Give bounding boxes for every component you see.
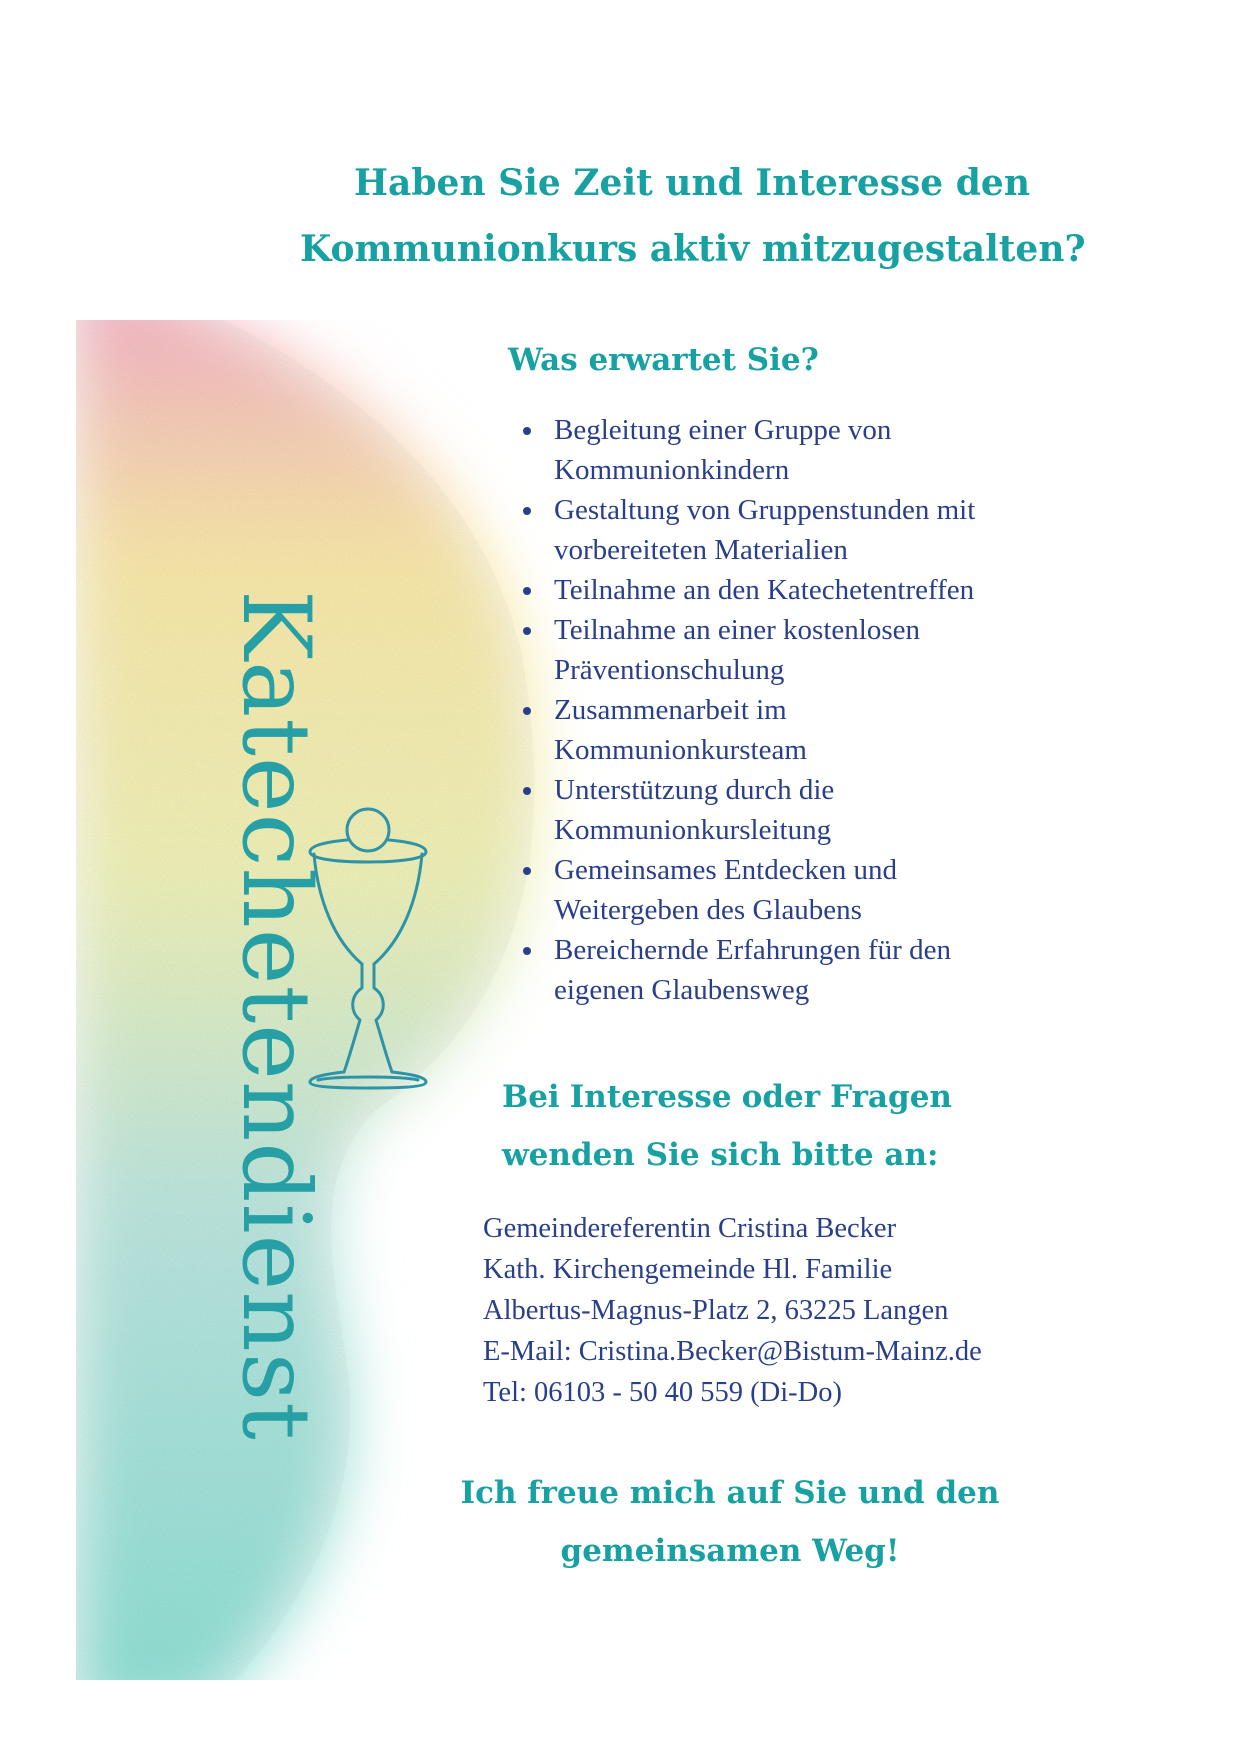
contact-email: E-Mail: Cristina.Becker@Bistum-Mainz.de (483, 1336, 982, 1367)
section-title-expectations: Was erwartet Sie? (508, 342, 819, 378)
list-item: Begleitung einer Gruppe von Kommunionkindern (520, 410, 1040, 490)
list-item: Teilnahme an den Katechetentreffen (520, 570, 1040, 610)
headline-line-2: Kommunionkurs aktiv mitzugestalten? (300, 228, 1086, 270)
contact-heading-word: Bei (502, 1079, 560, 1115)
contact-info (483, 1208, 1043, 1413)
contact-heading-word: Interesse (569, 1079, 732, 1115)
closing-line-1: Ich freue mich auf Sie und den (460, 1475, 1000, 1511)
headline (300, 150, 1086, 282)
contact-heading (502, 1068, 952, 1184)
list-item: Gemeinsames Entdecken und Weitergeben des Glaubens (520, 850, 1040, 930)
contact-heading-word: oder (741, 1079, 821, 1115)
expectations-list (520, 410, 1040, 1010)
headline-line-1: Haben Sie Zeit und Interesse den (354, 162, 1030, 204)
contact-heading-line-2: wenden Sie sich bitte an: (502, 1137, 939, 1173)
chalice-icon (304, 790, 444, 1090)
contact-heading-word: Fragen (830, 1079, 952, 1115)
contact-address: Albertus-Magnus-Platz 2, 63225 Langen (483, 1295, 949, 1326)
closing-message (460, 1464, 1000, 1580)
contact-name: Gemeindereferentin Cristina Becker (483, 1213, 897, 1244)
contact-parish: Kath. Kirchengemeinde Hl. Familie (483, 1254, 893, 1285)
list-item: Bereichernde Erfahrungen für den eigenen Glaubensweg (520, 930, 1040, 1010)
contact-phone: Tel: 06103 - 50 40 559 (Di-Do) (483, 1377, 842, 1408)
list-item: Zusammenarbeit im Kommunionkursteam (520, 690, 1040, 770)
list-item: Gestaltung von Gruppenstunden mit vorbereiteten Materialien (520, 490, 1040, 570)
closing-line-2: gemeinsamen Weg! (560, 1533, 900, 1569)
list-item: Unterstützung durch die Kommunionkursleitung (520, 770, 1040, 850)
vertical-title: Katechetendienst (221, 590, 330, 1441)
list-item: Teilnahme an einer kostenlosen Präventionschulung (520, 610, 1040, 690)
